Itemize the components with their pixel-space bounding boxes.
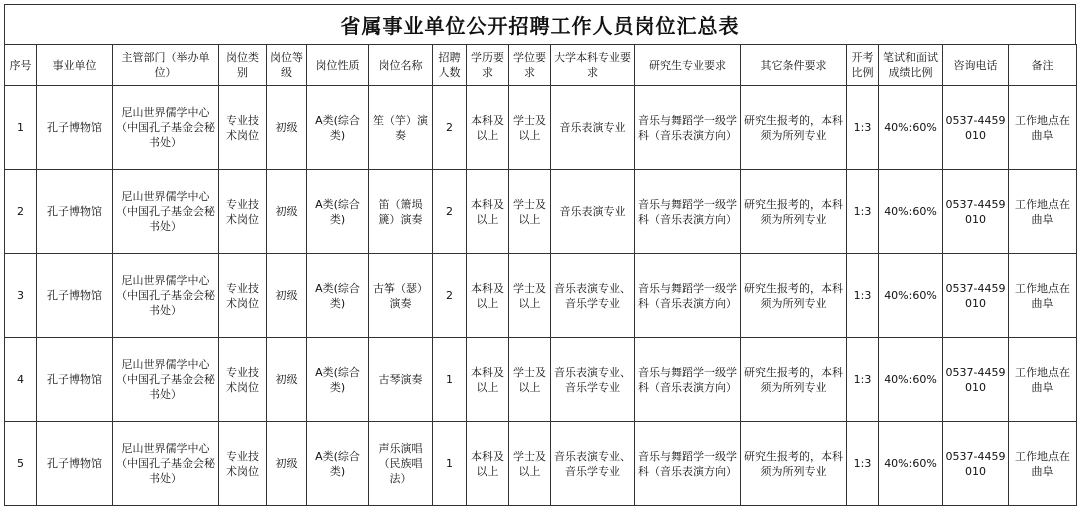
cell-undergrad: 音乐表演专业、音乐学专业 bbox=[551, 338, 635, 422]
cell-count: 1 bbox=[433, 338, 467, 422]
header-row bbox=[5, 45, 1077, 86]
cell-other: 研究生报考的，本科须为所列专业 bbox=[741, 422, 847, 506]
cell-no: 5 bbox=[5, 422, 37, 506]
cell-category: 专业技术岗位 bbox=[219, 422, 267, 506]
cell-undergrad: 音乐表演专业、音乐学专业 bbox=[551, 254, 635, 338]
cell-degree: 学士及以上 bbox=[509, 338, 551, 422]
cell-ratio: 1:3 bbox=[847, 422, 879, 506]
header-undergrad: 大学本科专业要求 bbox=[551, 45, 635, 86]
cell-dept: 尼山世界儒学中心（中国孔子基金会秘书处） bbox=[113, 422, 219, 506]
header-phone: 咨询电话 bbox=[943, 45, 1009, 86]
cell-degree: 学士及以上 bbox=[509, 86, 551, 170]
cell-edu: 本科及以上 bbox=[467, 254, 509, 338]
cell-score: 40%:60% bbox=[879, 338, 943, 422]
cell-unit: 孔子博物馆 bbox=[37, 254, 113, 338]
cell-dept: 尼山世界儒学中心（中国孔子基金会秘书处） bbox=[113, 86, 219, 170]
table-row bbox=[5, 338, 1077, 422]
cell-unit: 孔子博物馆 bbox=[37, 422, 113, 506]
cell-score: 40%:60% bbox=[879, 170, 943, 254]
header-nature: 岗位性质 bbox=[307, 45, 369, 86]
cell-note: 工作地点在曲阜 bbox=[1009, 170, 1077, 254]
cell-no: 4 bbox=[5, 338, 37, 422]
header-post: 岗位名称 bbox=[369, 45, 433, 86]
cell-note: 工作地点在曲阜 bbox=[1009, 86, 1077, 170]
cell-nature: A类(综合类) bbox=[307, 86, 369, 170]
table-row bbox=[5, 422, 1077, 506]
cell-ratio: 1:3 bbox=[847, 338, 879, 422]
cell-level: 初级 bbox=[267, 170, 307, 254]
cell-undergrad: 音乐表演专业 bbox=[551, 86, 635, 170]
cell-undergrad: 音乐表演专业 bbox=[551, 170, 635, 254]
header-score: 笔试和面试成绩比例 bbox=[879, 45, 943, 86]
cell-post: 古琴演奏 bbox=[369, 338, 433, 422]
header-category: 岗位类别 bbox=[219, 45, 267, 86]
cell-edu: 本科及以上 bbox=[467, 170, 509, 254]
cell-nature: A类(综合类) bbox=[307, 338, 369, 422]
cell-nature: A类(综合类) bbox=[307, 170, 369, 254]
cell-phone: 0537-4459010 bbox=[943, 170, 1009, 254]
cell-no: 2 bbox=[5, 170, 37, 254]
cell-no: 3 bbox=[5, 254, 37, 338]
cell-count: 2 bbox=[433, 170, 467, 254]
cell-post: 笙（竽）演奏 bbox=[369, 86, 433, 170]
cell-ratio: 1:3 bbox=[847, 86, 879, 170]
cell-post: 古筝（瑟）演奏 bbox=[369, 254, 433, 338]
cell-grad: 音乐与舞蹈学一级学科（音乐表演方向） bbox=[635, 338, 741, 422]
cell-ratio: 1:3 bbox=[847, 254, 879, 338]
cell-dept: 尼山世界儒学中心（中国孔子基金会秘书处） bbox=[113, 170, 219, 254]
cell-phone: 0537-4459010 bbox=[943, 86, 1009, 170]
header-edu: 学历要求 bbox=[467, 45, 509, 86]
cell-phone: 0537-4459010 bbox=[943, 254, 1009, 338]
cell-unit: 孔子博物馆 bbox=[37, 86, 113, 170]
cell-no: 1 bbox=[5, 86, 37, 170]
cell-score: 40%:60% bbox=[879, 86, 943, 170]
cell-grad: 音乐与舞蹈学一级学科（音乐表演方向） bbox=[635, 254, 741, 338]
table-row bbox=[5, 170, 1077, 254]
cell-level: 初级 bbox=[267, 254, 307, 338]
cell-phone: 0537-4459010 bbox=[943, 422, 1009, 506]
header-degree: 学位要求 bbox=[509, 45, 551, 86]
cell-note: 工作地点在曲阜 bbox=[1009, 254, 1077, 338]
cell-score: 40%:60% bbox=[879, 254, 943, 338]
header-other: 其它条件要求 bbox=[741, 45, 847, 86]
cell-grad: 音乐与舞蹈学一级学科（音乐表演方向） bbox=[635, 170, 741, 254]
cell-edu: 本科及以上 bbox=[467, 422, 509, 506]
header-count: 招聘人数 bbox=[433, 45, 467, 86]
cell-count: 2 bbox=[433, 254, 467, 338]
header-level: 岗位等级 bbox=[267, 45, 307, 86]
header-ratio: 开考比例 bbox=[847, 45, 879, 86]
cell-count: 2 bbox=[433, 86, 467, 170]
title-row bbox=[4, 4, 1076, 44]
cell-other: 研究生报考的，本科须为所列专业 bbox=[741, 254, 847, 338]
cell-note: 工作地点在曲阜 bbox=[1009, 422, 1077, 506]
cell-count: 1 bbox=[433, 422, 467, 506]
positions-table bbox=[4, 44, 1077, 506]
cell-unit: 孔子博物馆 bbox=[37, 338, 113, 422]
table-row bbox=[5, 254, 1077, 338]
cell-level: 初级 bbox=[267, 338, 307, 422]
cell-level: 初级 bbox=[267, 86, 307, 170]
cell-category: 专业技术岗位 bbox=[219, 86, 267, 170]
cell-category: 专业技术岗位 bbox=[219, 338, 267, 422]
header-dept: 主管部门（举办单位） bbox=[113, 45, 219, 86]
cell-grad: 音乐与舞蹈学一级学科（音乐表演方向） bbox=[635, 86, 741, 170]
cell-category: 专业技术岗位 bbox=[219, 170, 267, 254]
cell-category: 专业技术岗位 bbox=[219, 254, 267, 338]
header-note: 备注 bbox=[1009, 45, 1077, 86]
table-row bbox=[5, 86, 1077, 170]
cell-grad: 音乐与舞蹈学一级学科（音乐表演方向） bbox=[635, 422, 741, 506]
cell-score: 40%:60% bbox=[879, 422, 943, 506]
cell-post: 笛（箫埙篪）演奏 bbox=[369, 170, 433, 254]
cell-dept: 尼山世界儒学中心（中国孔子基金会秘书处） bbox=[113, 254, 219, 338]
cell-edu: 本科及以上 bbox=[467, 338, 509, 422]
cell-other: 研究生报考的，本科须为所列专业 bbox=[741, 170, 847, 254]
recruitment-summary-document bbox=[4, 4, 1076, 506]
cell-phone: 0537-4459010 bbox=[943, 338, 1009, 422]
cell-degree: 学士及以上 bbox=[509, 422, 551, 506]
cell-post: 声乐演唱（民族唱法） bbox=[369, 422, 433, 506]
document-title: 省属事业单位公开招聘工作人员岗位汇总表 bbox=[340, 14, 740, 38]
header-unit: 事业单位 bbox=[37, 45, 113, 86]
cell-note: 工作地点在曲阜 bbox=[1009, 338, 1077, 422]
cell-undergrad: 音乐表演专业、音乐学专业 bbox=[551, 422, 635, 506]
cell-nature: A类(综合类) bbox=[307, 422, 369, 506]
cell-degree: 学士及以上 bbox=[509, 170, 551, 254]
header-no: 序号 bbox=[5, 45, 37, 86]
cell-degree: 学士及以上 bbox=[509, 254, 551, 338]
cell-nature: A类(综合类) bbox=[307, 254, 369, 338]
cell-edu: 本科及以上 bbox=[467, 86, 509, 170]
cell-unit: 孔子博物馆 bbox=[37, 170, 113, 254]
cell-level: 初级 bbox=[267, 422, 307, 506]
cell-other: 研究生报考的，本科须为所列专业 bbox=[741, 86, 847, 170]
cell-other: 研究生报考的，本科须为所列专业 bbox=[741, 338, 847, 422]
cell-ratio: 1:3 bbox=[847, 170, 879, 254]
cell-dept: 尼山世界儒学中心（中国孔子基金会秘书处） bbox=[113, 338, 219, 422]
header-grad: 研究生专业要求 bbox=[635, 45, 741, 86]
